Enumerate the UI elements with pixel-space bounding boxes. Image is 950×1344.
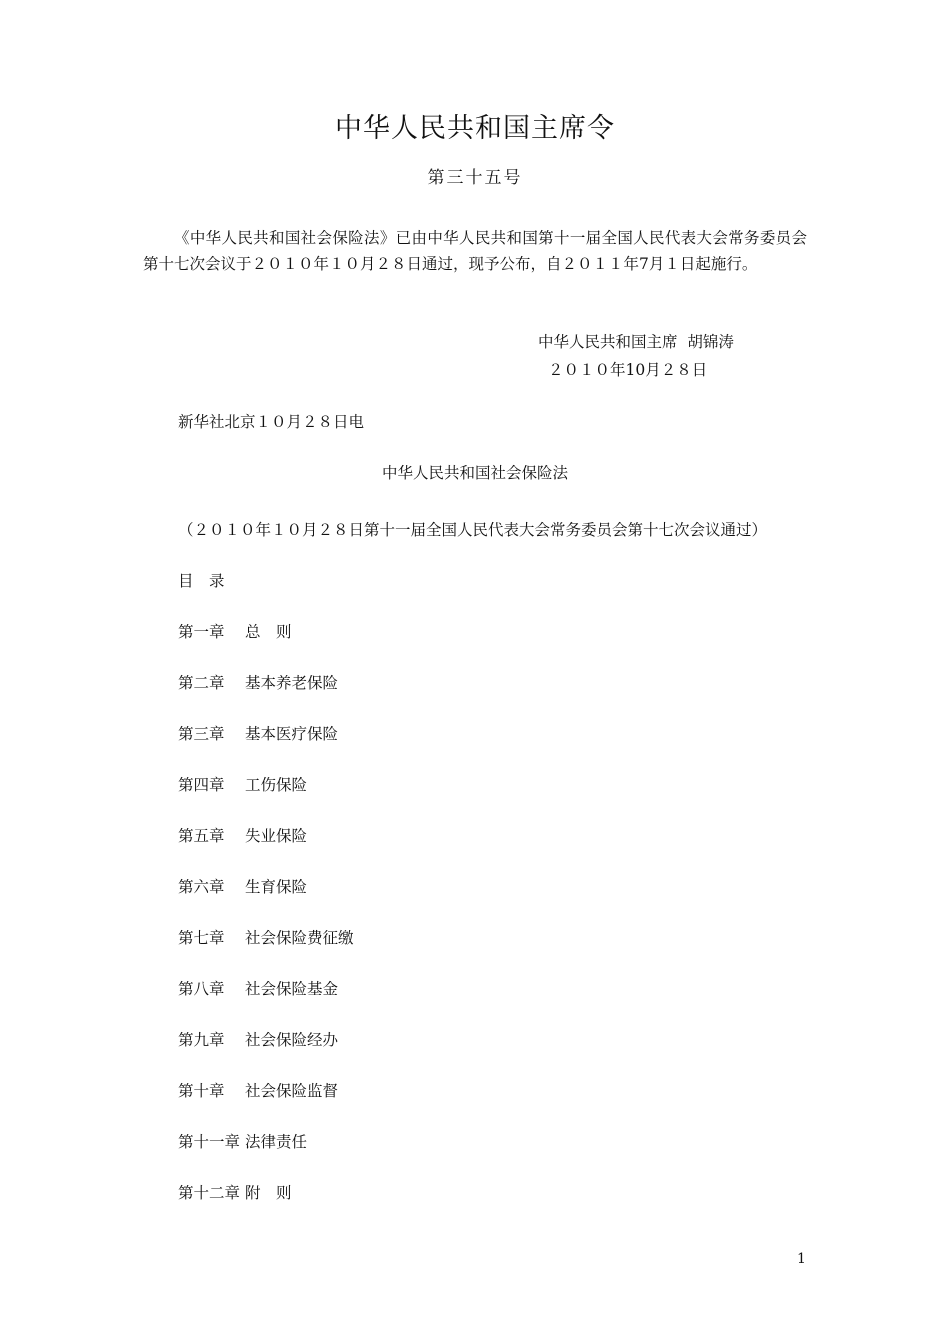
toc-chapter-number: 第一章: [178, 623, 225, 641]
signature-date: ２０１０年10月２８日: [548, 361, 708, 379]
toc-chapter-title: 社会保险费征缴: [245, 929, 354, 947]
toc-chapter-title: 社会保险经办: [245, 1031, 339, 1049]
toc-chapter-number: 第五章: [178, 827, 225, 845]
toc-chapter-title: 基本养老保险: [245, 674, 339, 692]
law-title: 中华人民共和国社会保险法: [381, 464, 568, 482]
toc-heading: 目 录: [178, 572, 225, 590]
toc-chapter-title: 基本医疗保险: [245, 725, 339, 743]
toc-item: [178, 1186, 292, 1202]
toc-item: [178, 1135, 307, 1151]
toc-chapter-title: 工伤保险: [245, 776, 308, 794]
toc-chapter-title: 法律责任: [245, 1133, 308, 1151]
toc-chapter-number: 第十章: [178, 1082, 225, 1100]
toc-item: [178, 727, 338, 743]
toc-chapter-title: 总 则: [245, 623, 292, 641]
toc-item: [178, 931, 354, 947]
toc-item: [178, 982, 338, 998]
toc-chapter-number: 第六章: [178, 878, 225, 896]
toc-chapter-number: 第四章: [178, 776, 225, 794]
toc-item: [178, 1084, 338, 1100]
toc-chapter-title: 社会保险基金: [245, 980, 339, 998]
dispatch-line: 新华社北京１０月２８日电: [178, 413, 365, 431]
toc-item: [178, 676, 338, 692]
law-adoption-note: （２０１０年１０月２８日第十一届全国人民代表大会常务委员会第十七次会议通过）: [178, 521, 768, 539]
announcement-paragraph: 《中华人民共和国社会保险法》已由中华人民共和国第十一届全国人民代表大会常务委员会第十七次会议于２０１０年１０月２８日通过，现予公布，自２０１１年7月１日起施行。: [143, 229, 807, 273]
toc-chapter-number: 第十一章: [178, 1133, 241, 1151]
toc-item: [178, 778, 307, 794]
toc-item: [178, 829, 307, 845]
toc-chapter-title: 生育保险: [245, 878, 308, 896]
toc-item: [178, 880, 307, 896]
decree-number: 第三十五号: [427, 168, 523, 188]
toc-item: [178, 625, 292, 641]
toc-chapter-title: 附 则: [245, 1184, 292, 1202]
toc-chapter-title: 失业保险: [245, 827, 308, 845]
toc-chapter-number: 第七章: [178, 929, 225, 947]
decree-title: 中华人民共和国主席令: [335, 113, 615, 144]
signature-name: 中华人民共和国主席 胡锦涛: [538, 333, 734, 351]
toc-chapter-number: 第十二章: [178, 1184, 241, 1202]
toc-item: [178, 1033, 338, 1049]
toc-chapter-number: 第九章: [178, 1031, 225, 1049]
page-number: 1: [797, 1251, 806, 1267]
toc-chapter-number: 第八章: [178, 980, 225, 998]
toc-chapter-title: 社会保险监督: [245, 1082, 339, 1100]
toc-chapter-number: 第三章: [178, 725, 225, 743]
toc-chapter-number: 第二章: [178, 674, 225, 692]
